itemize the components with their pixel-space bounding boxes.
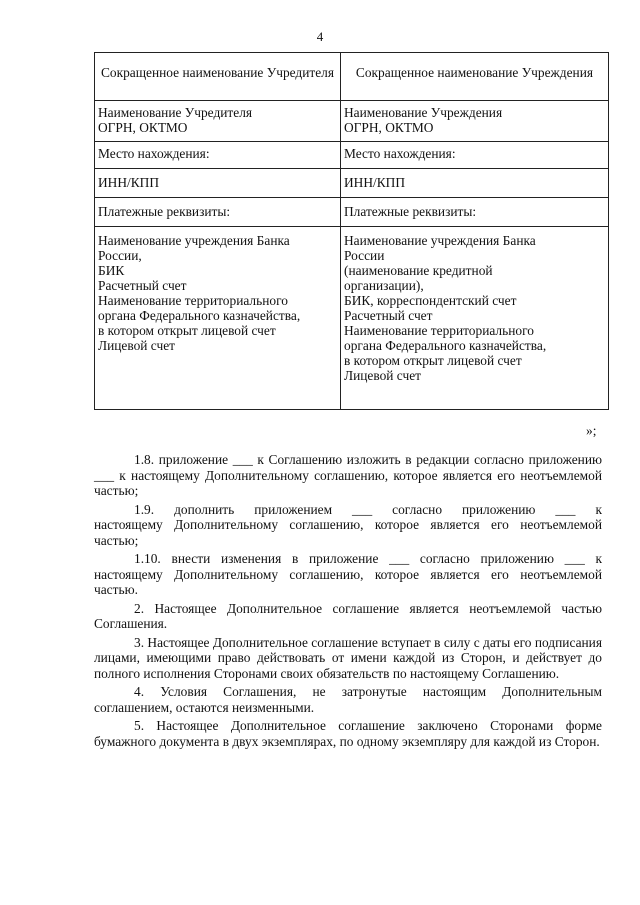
bank-line: Лицевой счет [344, 368, 422, 383]
founder-payment-cell: Платежные реквизиты: [95, 198, 341, 227]
table-row [95, 198, 609, 227]
page-number: 4 [316, 29, 324, 44]
institution-name: Наименование Учреждения [344, 105, 503, 120]
table-row [95, 227, 609, 410]
bank-line: органа Федерального казначейства, [344, 338, 547, 353]
bank-line: Наименование территориального [98, 293, 288, 308]
bank-line: России, [98, 248, 142, 263]
founder-header-cell: Сокращенное наименование Учредителя [95, 53, 341, 101]
clauses [94, 452, 602, 749]
clause-1-9: 1.9. дополнить приложением ___ согласно приложению ___ к настоящему Дополнительному соглашению, которое является его неотъемлемой частью; [94, 501, 602, 548]
clause-5: 5. Настоящее Дополнительное соглашение заключено Сторонами форме бумажного документа в двух экземплярах, по одному экземпляру для каждой из Сторон. [94, 718, 602, 749]
founder-ogrn: ОГРН, ОКТМО [98, 120, 188, 135]
bank-line: Наименование территориального [344, 323, 534, 338]
table-row [95, 142, 609, 169]
bank-line: Наименование учреждения Банка [344, 233, 536, 248]
institution-payment-cell: Платежные реквизиты: [341, 198, 609, 227]
founder-name-cell [95, 101, 341, 142]
institution-bank-cell [341, 227, 609, 410]
table-header-row [95, 53, 609, 101]
institution-location-cell: Место нахождения: [341, 142, 609, 169]
bank-line: в котором открыт лицевой счет [344, 353, 522, 368]
founder-inn-cell: ИНН/КПП [95, 169, 341, 198]
table-row [95, 101, 609, 142]
clause-1-10: 1.10. внести изменения в приложение ___ согласно приложению ___ к настоящему Дополнительному соглашению, которое является его неотъемлемой частью. [94, 551, 602, 597]
bank-line: Лицевой счет [98, 338, 176, 353]
bank-line: (наименование кредитной [344, 263, 493, 278]
clause-2: 2. Настоящее Дополнительное соглашение является неотъемлемой частью Соглашения. [94, 600, 602, 631]
bank-line: БИК [98, 263, 125, 278]
bank-line: России [344, 248, 385, 263]
bank-line: Расчетный счет [344, 308, 433, 323]
bank-line: организации), [344, 278, 424, 293]
founder-name: Наименование Учредителя [98, 105, 253, 120]
institution-name-cell [341, 101, 609, 142]
clause-4: 4. Условия Соглашения, не затронутые настоящим Дополнительным соглашением, остаются неизменными. [94, 684, 602, 715]
table-row [95, 169, 609, 198]
bank-line: Наименование учреждения Банка [98, 233, 290, 248]
institution-header-cell: Сокращенное наименование Учреждения [341, 53, 609, 101]
closing-quote: »; [586, 423, 597, 438]
institution-inn-cell: ИНН/КПП [341, 169, 609, 198]
bank-line: органа Федерального казначейства, [98, 308, 301, 323]
bank-line: Расчетный счет [98, 278, 187, 293]
bank-line: в котором открыт лицевой счет [98, 323, 276, 338]
institution-ogrn: ОГРН, ОКТМО [344, 120, 434, 135]
requisites-table [94, 52, 609, 410]
clause-3: 3. Настоящее Дополнительное соглашение вступает в силу с даты его подписания лицами, имеющими право действовать от имени каждой из Сторон, и действует до полного исполнения Сторонами своих обязательств по настоящему Соглашению. [94, 634, 602, 681]
clause-1-8: 1.8. приложение ___ к Соглашению изложить в редакции согласно приложению ___ к настоящему Дополнительному соглашению, которое является его неотъемлемой частью; [94, 452, 602, 498]
founder-location-cell: Место нахождения: [95, 142, 341, 169]
bank-line: БИК, корреспондентский счет [344, 293, 517, 308]
founder-bank-cell [95, 227, 341, 410]
